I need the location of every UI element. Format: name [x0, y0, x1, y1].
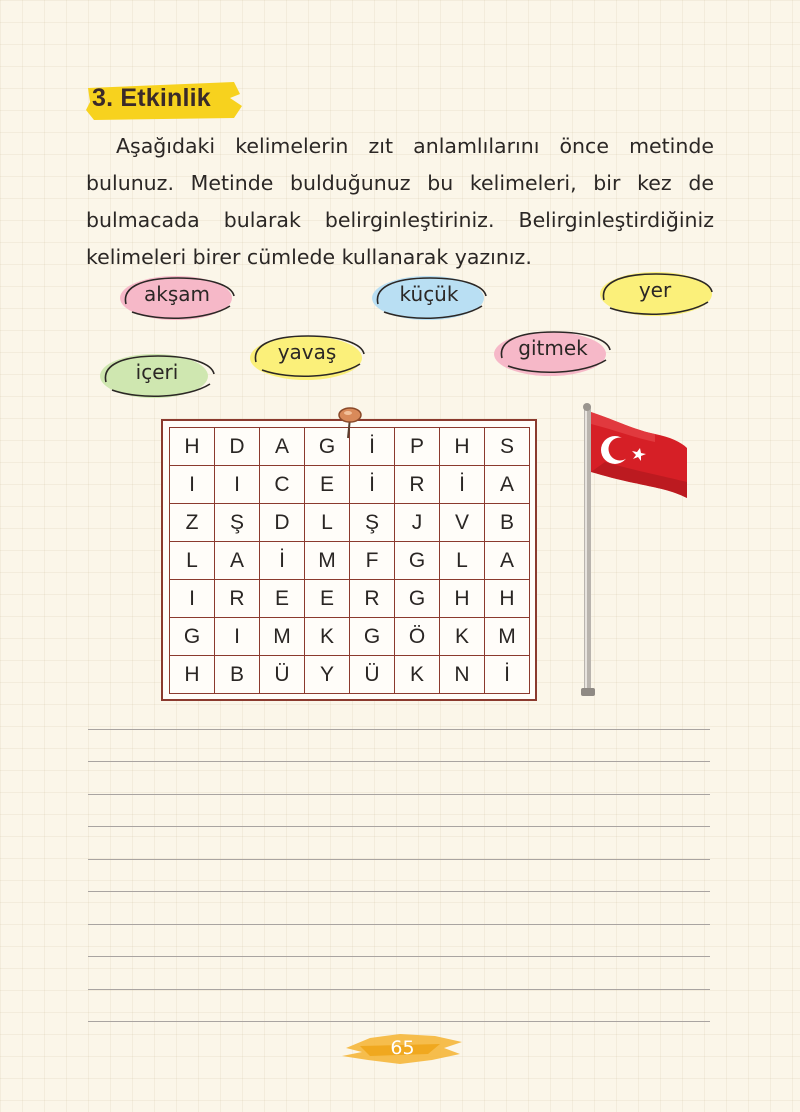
puzzle-cell[interactable]: A: [485, 542, 530, 580]
puzzle-cell[interactable]: K: [305, 618, 350, 656]
puzzle-cell[interactable]: R: [350, 580, 395, 618]
activity-title: 3. Etkinlik: [92, 84, 211, 112]
puzzle-cell[interactable]: E: [305, 580, 350, 618]
puzzle-cell[interactable]: L: [170, 542, 215, 580]
puzzle-cell[interactable]: H: [485, 580, 530, 618]
puzzle-cell[interactable]: G: [395, 580, 440, 618]
puzzle-cell[interactable]: K: [440, 618, 485, 656]
puzzle-cell[interactable]: E: [260, 580, 305, 618]
page-number-badge: [340, 1024, 465, 1070]
puzzle-cell[interactable]: F: [350, 542, 395, 580]
word-bubble-kucuk: [364, 266, 494, 328]
instructions-text: Aşağıdaki kelimelerin zıt anlamlılarını önce metinde bulunuz. Metinde bulduğunuz bu kelimeleri, bir kez de bulmacada bularak belirginleştiriniz. Belirginleştirdiğiniz kelimeleri birer cümlede kullanarak yazınız.: [86, 134, 714, 269]
writing-lines: [88, 728, 710, 1022]
puzzle-cell[interactable]: A: [215, 542, 260, 580]
puzzle-cell[interactable]: H: [170, 428, 215, 466]
writing-line[interactable]: [88, 957, 710, 990]
writing-line[interactable]: [88, 860, 710, 893]
puzzle-cell[interactable]: J: [395, 504, 440, 542]
puzzle-grid: [169, 427, 530, 694]
writing-line[interactable]: [88, 827, 710, 860]
word-bubble-gitmek: [488, 320, 618, 382]
puzzle-cell[interactable]: Z: [170, 504, 215, 542]
puzzle-cell[interactable]: İ: [260, 542, 305, 580]
turkish-flag-icon: [575, 402, 695, 702]
puzzle-cell[interactable]: M: [485, 618, 530, 656]
puzzle-cell[interactable]: N: [440, 656, 485, 694]
word-label: yer: [638, 278, 672, 302]
puzzle-cell[interactable]: S: [485, 428, 530, 466]
puzzle-cell[interactable]: L: [440, 542, 485, 580]
word-bubble-yer: [590, 262, 720, 324]
puzzle-cell[interactable]: Ş: [215, 504, 260, 542]
writing-line[interactable]: [88, 730, 710, 763]
puzzle-cell[interactable]: R: [215, 580, 260, 618]
puzzle-cell[interactable]: P: [395, 428, 440, 466]
puzzle-cell[interactable]: H: [440, 428, 485, 466]
puzzle-cell[interactable]: A: [260, 428, 305, 466]
word-label: gitmek: [518, 336, 588, 360]
writing-line[interactable]: [88, 990, 710, 1023]
puzzle-cell[interactable]: M: [305, 542, 350, 580]
word-label: küçük: [399, 282, 459, 306]
puzzle-cell[interactable]: İ: [485, 656, 530, 694]
puzzle-cell[interactable]: E: [305, 466, 350, 504]
word-search-puzzle: [161, 419, 537, 701]
word-bubble-iceri: [92, 344, 222, 406]
puzzle-cell[interactable]: D: [260, 504, 305, 542]
puzzle-cell[interactable]: R: [395, 466, 440, 504]
puzzle-cell[interactable]: I: [215, 618, 260, 656]
puzzle-cell[interactable]: H: [440, 580, 485, 618]
activity-heading: [84, 80, 244, 122]
puzzle-cell[interactable]: Y: [305, 656, 350, 694]
puzzle-cell[interactable]: G: [305, 428, 350, 466]
puzzle-cell[interactable]: B: [215, 656, 260, 694]
puzzle-cell[interactable]: G: [395, 542, 440, 580]
puzzle-cell[interactable]: L: [305, 504, 350, 542]
word-label: akşam: [144, 282, 210, 306]
puzzle-cell[interactable]: İ: [350, 428, 395, 466]
pushpin-icon: [337, 406, 363, 440]
puzzle-cell[interactable]: A: [485, 466, 530, 504]
puzzle-cell[interactable]: İ: [440, 466, 485, 504]
puzzle-cell[interactable]: B: [485, 504, 530, 542]
writing-line[interactable]: [88, 925, 710, 958]
puzzle-cell[interactable]: İ: [350, 466, 395, 504]
puzzle-cell[interactable]: I: [215, 466, 260, 504]
puzzle-cell[interactable]: G: [170, 618, 215, 656]
puzzle-cell[interactable]: Ö: [395, 618, 440, 656]
writing-line[interactable]: [88, 892, 710, 925]
puzzle-cell[interactable]: D: [215, 428, 260, 466]
writing-line[interactable]: [88, 795, 710, 828]
puzzle-cell[interactable]: M: [260, 618, 305, 656]
puzzle-cell[interactable]: Ş: [350, 504, 395, 542]
puzzle-cell[interactable]: Ü: [260, 656, 305, 694]
writing-line[interactable]: [88, 762, 710, 795]
puzzle-cell[interactable]: I: [170, 580, 215, 618]
puzzle-cell[interactable]: G: [350, 618, 395, 656]
puzzle-cell[interactable]: K: [395, 656, 440, 694]
puzzle-cell[interactable]: Ü: [350, 656, 395, 694]
puzzle-cell[interactable]: C: [260, 466, 305, 504]
puzzle-cell[interactable]: I: [170, 466, 215, 504]
word-label: içeri: [135, 360, 179, 384]
word-label: yavaş: [277, 340, 337, 364]
word-bubble-yavas: [242, 324, 372, 386]
word-bubble-aksam: [112, 266, 242, 328]
page-number: 65: [390, 1037, 415, 1059]
puzzle-cell[interactable]: H: [170, 656, 215, 694]
puzzle-cell[interactable]: V: [440, 504, 485, 542]
